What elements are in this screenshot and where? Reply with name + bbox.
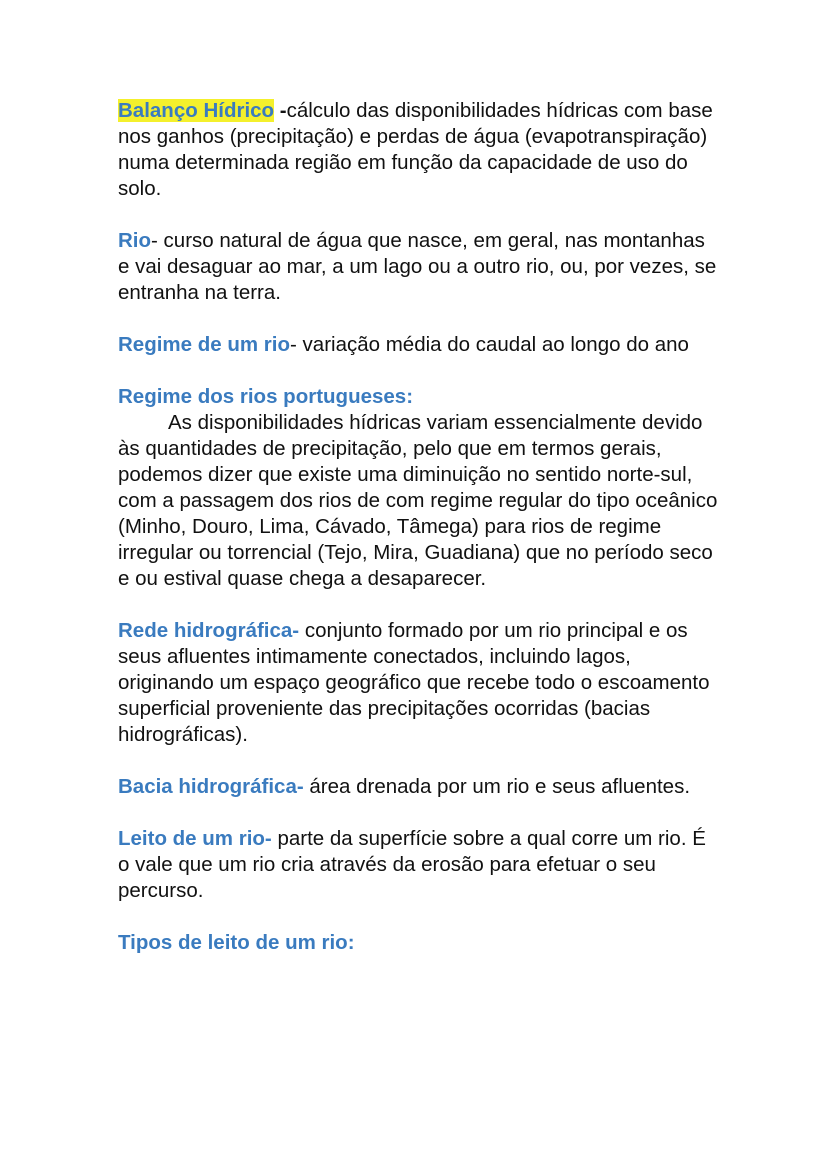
- paragraph-regime-rio: [118, 332, 718, 358]
- paragraph-bacia-hidrografica: [118, 774, 718, 800]
- paragraph-rio: [118, 228, 718, 306]
- definition-bacia-hidrografica: área drenada por um rio e seus afluentes.: [303, 775, 691, 798]
- term-dash: -: [274, 99, 287, 122]
- paragraph-balanco-hidrico: [118, 98, 718, 202]
- term-rio: Rio: [118, 229, 152, 252]
- term-tipos-leito: Tipos de leito de um rio:: [118, 931, 355, 954]
- paragraph-rede-hidrografica: [118, 618, 718, 748]
- definition-rede-hidrografica: conjunto formado por um rio principal e os seus afluentes intimamente conectados, incluindo lagos, originando um espaço geográfico que recebe todo o escoamento superficial proveniente das precipitações ocorridas (bacias hidrográficas).: [118, 619, 710, 746]
- term-leito-rio: Leito de um rio-: [118, 827, 272, 850]
- definition-leito-rio: parte da superfície sobre a qual corre um rio. É o vale que um rio cria através da erosão para efetuar o seu percurso.: [118, 827, 706, 902]
- term-bacia-hidrografica: Bacia hidrográfica-: [118, 775, 304, 798]
- term-balanco-hidrico: Balanço Hídrico: [118, 99, 275, 122]
- definition-regime-rio: - variação média do caudal ao longo do ano: [290, 333, 689, 356]
- paragraph-leito-rio: [118, 826, 718, 904]
- paragraph-tipos-leito: [118, 930, 718, 956]
- definition-balanco-hidrico: cálculo das disponibilidades hídricas com base nos ganhos (precipitação) e perdas de água (evapotranspiração) numa determinada região em função da capacidade de uso do solo.: [118, 99, 713, 200]
- paragraph-regime-rios-portugueses: [118, 384, 718, 592]
- term-regime-rio: Regime de um rio: [118, 333, 291, 356]
- term-rede-hidrografica: Rede hidrográfica-: [118, 619, 300, 642]
- definition-rio: - curso natural de água que nasce, em geral, nas montanhas e vai desaguar ao mar, a um lago ou a outro rio, ou, por vezes, se entranha na terra.: [118, 229, 717, 304]
- definition-regime-rios-portugueses: As disponibilidades hídricas variam essencialmente devido às quantidades de precipitação, pelo que em termos gerais, podemos dizer que existe uma diminuição no sentido norte-sul, com a passagem dos rios de com regime regular do tipo oceânico (Minho, Douro, Lima, Cávado, Tâmega) para rios de regime irregular ou torrencial (Tejo, Mira, Guadiana) que no período seco e ou estival quase chega a desaparecer.: [118, 411, 718, 590]
- term-regime-rios-portugueses: Regime dos rios portugueses:: [118, 385, 414, 408]
- document-page: [118, 98, 718, 982]
